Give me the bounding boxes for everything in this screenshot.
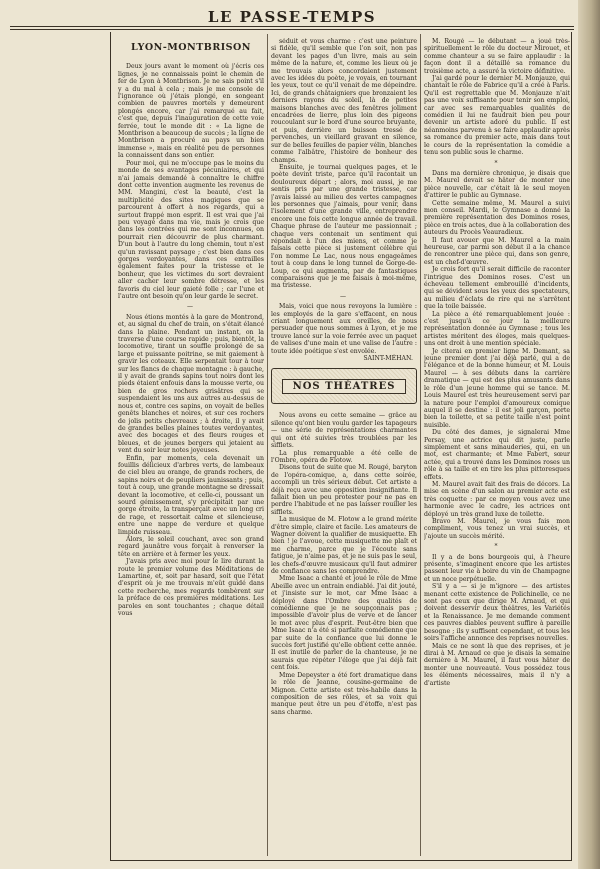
column-divider: [420, 34, 421, 856]
paragraph: Deux jours avant le moment où j'écris ces lignes, je ne connaissais point le chemin de fer de Lyon à Montbrison. Je ne sais point s'il y a du mal à cela ; mais je me console de l'ignorance où j'étais plongé, en songeant combien de pauvres mortels y demeurent plongés encore, car j'ai remarqué au fait, c'est que, depuis l'inauguration de cette voie ferrée, tout le monde dit : « La ligne de Montbrison a beaucoup de succès ; la ligne de Montbrison a procuré au pays un bien immense », mais en réalité peu de personnes la connaissent dans son entier.: [118, 63, 264, 160]
paragraph: Je crois fort qu'il serait difficile de raconter l'intrigue des Dominos roses. C'est un écheveau tellement embrouillé d'incidents, qui se dévident sous les yeux des spectateurs, au milieu d'éclats de rire qui ne s'arrêtent que la toile baissée.: [424, 266, 570, 311]
paragraph: La plus remarquable a été celle de l'Ombre, opéra de Flotow.: [271, 449, 417, 464]
paragraph: La musique de M. Flotow a le grand mérite d'être simple, claire et facile. Les amateurs de Wagner doivent la qualifier de musiquette. Eh bien ! je l'avoue, cette musiquette me plaît et me charme, parce que je l'écoute sans fatigue, je n'aime pas, et je ne suis pas le seul, les chefs-d'œuvre musicaux qu'il faut admirer de confiance sans les comprendre.: [271, 516, 417, 575]
paragraph: Cette semaine même, M. Maurel a suivi mon conseil. Mardi, le Gymnase a donné la première représentation des Dominos roses, pièce en trois actes, due à la collaboration des auteurs du Procès Veauradieux.: [424, 199, 570, 237]
column-1: [118, 38, 264, 856]
column-divider: [267, 34, 268, 856]
paragraph: Je citerai en premier ligne M. Demant, sa jeune premier dont j'ai déjà parlé, qui a de l'élégance et de la bonne humeur, et M. Louis Maurel — à ses débuts dans la carrière dramatique — qui est des plus amusants dans le rôle d'un jeune homme qui se tance. M. Louis Maurel est très heureusement servi par la nature pour l'emploi d'amoureux comique auquel il se destine : il est joli garçon, porte bien la toilette, et sa petite taille n'est point nuisible.: [424, 347, 570, 429]
paragraph: Disons tout de suite que M. Rougé, baryton de l'opéra-comique, a, dans cette soirée, accompli un très sérieux début. Cet artiste a déjà reçu avec une opposition insignifiante. Il fallait bien un peu protester pour ne pas en perdre l'habitude et ne pas laisser rouiller les sifflets.: [271, 464, 417, 516]
paragraph: Mme Depeyster a été fort dramatique dans le rôle de Jeanne, cousine-germaine de Mignon. Cette artiste est très-habile dans la composition de ses rôles, et sa voix qui manque peut être un peu d'étoffe, n'est pas sans charme.: [271, 671, 417, 716]
article-heading: LYON-MONTBRISON: [131, 42, 251, 53]
paragraph: Enfin, par moments, cela devenait un fouillis délicieux d'arbres verts, de lambeaux de ciel bleu au orange, de grands rochers, de sapins noirs et de peupliers jaunissants ; puis, tout à coup, une grande montagne se dressait devant la locomotive, et celle-ci, poussant un sourd gémissement, s'y précipitait par une gorge étroite, la transperçait avec un long cri de rage, et ressortait calme et silencieuse, entre une nappe de verdure et quelque limpide ruisseau.: [118, 454, 264, 536]
signature: SAINT-MÉHAN.: [363, 355, 413, 363]
section-banner-title: NOS THÉATRES: [282, 379, 407, 394]
masthead-title: LE PASSE-TEMPS: [207, 8, 377, 26]
separator: *: [494, 159, 500, 167]
paragraph: Du côté des dames, je signalerai Mme Persay, une actrice qui dit juste, parle simplement et sans minauderies, qui, en un mot, est charmante; et Mme Fabert, sœur actée, qui a trouvé dans les Dominos roses un rôle à sa taille et en tire les plus pittoresques effets.: [424, 429, 570, 481]
masthead: [10, 6, 574, 30]
paragraph: J'avais pris avec moi pour le lire durant la route le premier volume des Méditations de Lamartine, et, soit par hasard, soit que l'état d'esprit où je me trouvais m'eût guidé dans cette recherche, mes regards tombèrent sur la préface de ces premières méditations. Les paroles en sont touchantes ; chaque détail vous: [118, 558, 264, 618]
paragraph: M. Maurel avait fait des frais de décors. La mise en scène d'un salon au premier acte est très coquette : par ce moyen vous avez une harmonie avec le cadre, les actrices ont déployé un très grand luxe de toilette.: [424, 480, 570, 518]
paragraph: Dans ma dernière chronique, je disais que M. Maurel devait se hâter de monter une pièce nouvelle, car c'était là le seul moyen d'attirer le public au Gymnase.: [424, 169, 570, 200]
separator: —: [340, 292, 348, 300]
paragraph: S'il y a — si je m'ignore — des artistes menant cette existence de Polichinelle, ce ne sont pas ceux que dirige M. Arnaud, et qui doivent desservir deux théâtres, les Variétés et la Renaissance. Je me demande comment ces pauvres diables peuvent suffire à pareille besogne ; ils y suffisent cependant, et tous les soirs l'affiche annonce des reprises nouvelles.: [424, 583, 570, 643]
paragraph: J'ai gardé pour le dernier M. Monjauze, qui chantait le rôle de Fabrice qu'il a créé à Paris. Qu'il est regrettable que M. Monjauze n'ait pas une voix suffisante pour tenir son emploi, car avec ses remarquables qualités de comédien il lui ne faudrait bien peu pour devenir un artiste adoré du public. Il est néanmoins parvenu à se faire applaudir après sa romance du premier acte, mais dans tout le cours de la représentation la comédie a tenu son public sous le charme.: [424, 75, 570, 157]
separator: *: [494, 543, 500, 551]
paragraph: Bravo M. Maurel, je vous fais mon compliment, vous tenez un vrai succès, et j'ajoute un succès mérité.: [424, 518, 570, 540]
masthead-rule: [10, 26, 574, 30]
paragraph: M. Rougé — le débutant — a joué très-spirituellement le rôle du docteur Mirouet, et comme chanteur a su se faire applaudir : la façon dont il a détaillé sa romance du troisième acte, a assuré la victoire définitive.: [424, 38, 570, 75]
paragraph: Mais, voici que nous revoyons la lumière : les employés de la gare s'effacent, en nous criant longuement aux oreilles, de nous persuader que nous sommes à Lyon, et je me trouve lancé sur la voie ferrée avec un paquet de valises d'une main et une valise de l'autre : toute idée poétique s'est envolée.: [271, 303, 417, 355]
paragraph: Il y a de bons bourgeois qui, à l'heure présente, s'imaginent encore que les artistes passent leur vie à boire du vin de Champagne et un noce perpétuelle.: [424, 553, 570, 583]
book-spine: [578, 0, 600, 869]
section-banner: [271, 368, 417, 404]
paragraph: Nous avons eu cette semaine — grâce au silence qu'ont bien voulu garder les tapageurs — une série de représentations charmantes qui ont été suivies très troublées par les sifflets.: [271, 412, 417, 450]
paragraph: Mais ce ne sont là que des reprises, et je dirai à M. Arnaud ce que je disais la semaine dernière à M. Maurel, il faut vous hâter de monter une nouveauté. Vous possédez tous les éléments nécessaires, mais il n'y a d'artiste: [424, 642, 570, 687]
paragraph: Il faut avouer que M. Maurel a la main heureuse, car parmi son début il a la chance de rencontrer une pièce qui, dans son genre, est un chef-d'œuvre.: [424, 236, 570, 266]
paragraph: séduit et vous charme : c'est une peinture si fidèle, qu'il semble que l'on soit, non pas devant les pages d'un livre, mais au sein même de la nature, et, comme les lieux où je me trouvais alors concordaient justement avec les idées du poète, je voyais, en tournant les yeux, tout ce qu'il venait de me dépeindre. Ici, de grands châtaigniers que bronzaient les derniers rayons du soleil, là de petites maisons blanches avec des fenêtres joliment encadrées de lierre, plus loin des pigeons roucoulant sur le bord d'une source bruyante, et puis, derrière un buisson tressé de pervenches, un vieillard gravant en silence, sur de belles feuilles de papier vélin, blanches comme l'albâtre, l'histoire de bonheur des champs.: [271, 38, 417, 164]
paragraph: La pièce a été remarquablement jouée : c'est jusqu'à ce jour la meilleure représentation donnée au Gymnase ; tous les artistes méritent des éloges, mais quelques-uns ont droit à une mention spéciale.: [424, 310, 570, 348]
separator: —: [187, 303, 195, 311]
paragraph: Alors, le soleil couchant, avec son grand regard jaunâtre vous forçait à renverser la tête en arrière et à fermer les yeux.: [118, 536, 264, 558]
paragraph: Mme Isaac a chanté et joué le rôle de Mme Abeille avec un entrain endiablé. J'ai dit jouté, et j'insiste sur le mot, car Mme Isaac a déployé dans l'Ombre des qualités de comédienne que je ne soupçonnais pas ; impossible d'avoir plus de verve et de lancer le mot avec plus d'esprit. Peut-être bien que Mme Isaac n'a été si parfaite comédienne que par suite de la confiance que lui donne le succès fort justifié qu'elle obtient cette année. Il est inutile de parler de la chanteuse, je ne saurais que répéter l'éloge que j'ai déjà fait cent fois.: [271, 575, 417, 672]
paragraph: Ensuite, je tournai quelques pages, et le poète devint triste, parce qu'il racontait un douloureux départ ; alors, moi aussi, je me sentis pris par une grande tristesse, car j'avais laissé au milieu des vertes campagnes les personnes que j'aimais, pour venir, dans l'isolement d'une grande ville, entreprendre encore une fois cette longue année de travail. Chaque phrase de l'auteur me passionnait ; chaque vers contenait un sentiment qui répondait à l'un des miens, et comme je faisais cette pièce si justement célèbre qui l'on nomme Le Lac, nous nous engageâmes tout à coup dans le long tunnel de Gorge-de-Loup, ce qui augmenta, par de fantastiques comparaisons que je me faisais à moi-même, ma tristesse.: [271, 163, 417, 290]
column-3: [424, 38, 570, 856]
paragraph: Nous étions montés à la gare de Montrond, et, au signal du chef de train, on s'était élancé dans la plaine. Pendant un instant, on la traverse d'une course rapide ; puis, bientôt, la locomotive, tirant un souffle prolongé de sa large et puissante poitrine, se mit gaiement à gravir les coteaux. Elle serpentait tour à tour sur les flancs de chaque montagne : à gauche, il y avait de grands sapins tout noirs dont les pieds étaient enfouis dans la mousse verte, ou bien de gros rochers grisâtres qui se suspendaient les uns aux autres au-dessus de nous et, contre ces sapins, on voyait de belles genêts blanches et noires, et sur ces rochers de jolis petits chevreaux ; à droite, il y avait de grandes belles plaines toutes verdoyantes, avec des bocages et des fleurs rouges et bleues, et de jeunes bergers qui jetaient au vent du soir leur notes joyeuses.: [118, 313, 264, 455]
paragraph: Pour moi, qui ne m'occupe pas le moins du monde de ses avantages pécuniaires, et qui n'ai jamais demandé à connaître le chiffre dont cette invention augmente les revenus de MM. Mangini, c'est la beauté, c'est la multiplicité des sites magiques que se parcourent à offert à nos regards, qui a surtout frappé mon esprit. Il est vrai que j'ai peu voyagé dans ma vie, mais je crois que dans les contrées qui me sont inconnues, on pourrait rien découvrir de plus charmant. D'un bout à l'autre du long chemin, tout n'est qu'un ravissant paysage ; c'est bien dans ces gorges verdoyantes, dans ces entrailles également faites pour la tristesse et le bonheur, que les victimes du sort devraient aller cacher leur sombre détresse, et les favoris du ciel leur gaieté folle ; car l'une et l'autre ont besoin qu'on leur garde le secret.: [118, 159, 264, 300]
column-2: [271, 38, 417, 856]
